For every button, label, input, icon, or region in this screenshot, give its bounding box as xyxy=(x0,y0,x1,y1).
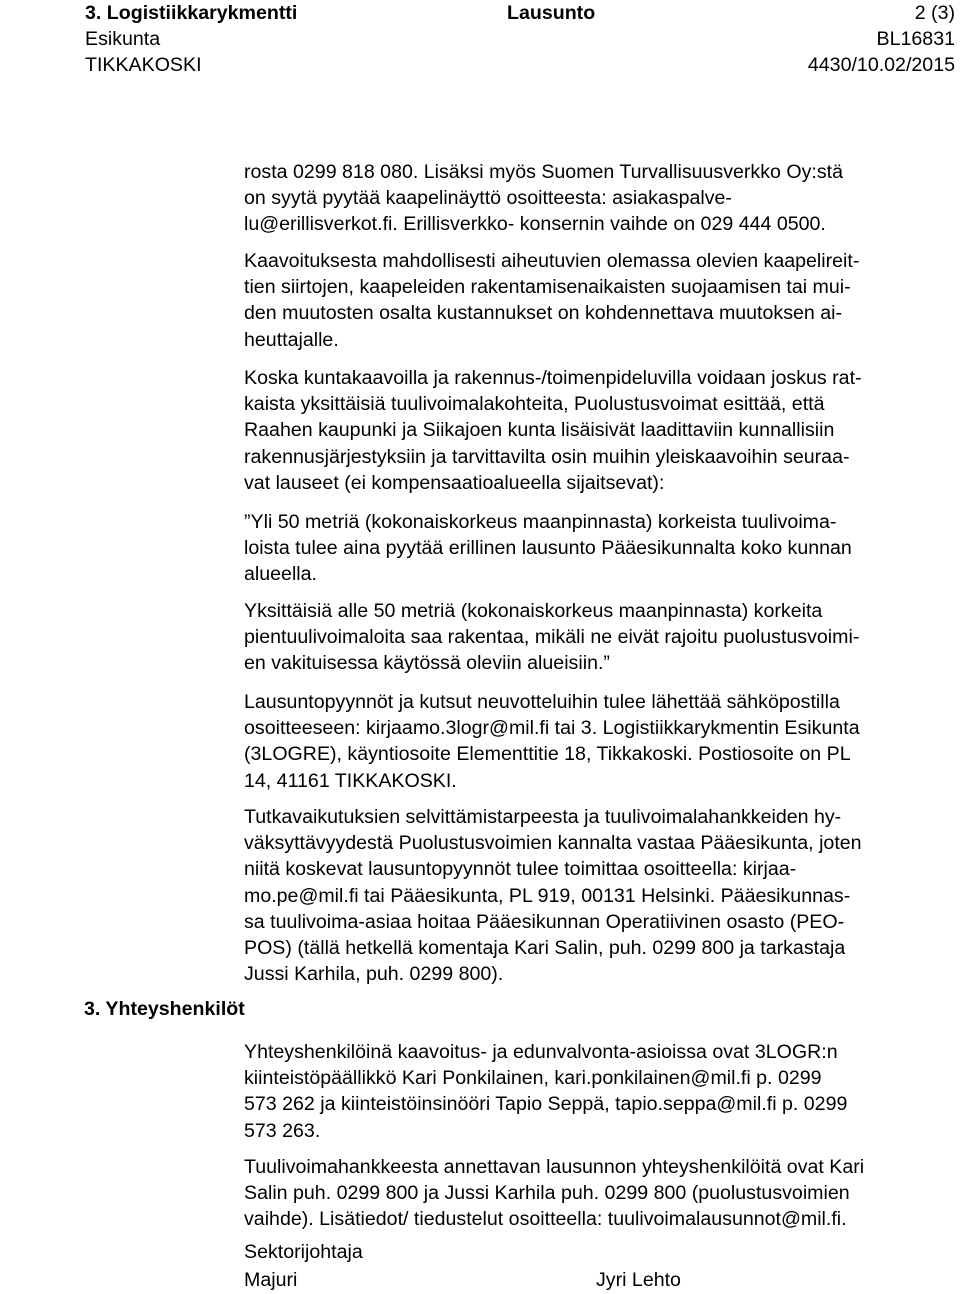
paragraph-municipal-plans xyxy=(244,365,960,496)
paragraph-statement-requests xyxy=(244,689,960,794)
text-line: heuttajalle. xyxy=(244,328,339,351)
text-line: Lausuntopyynnöt ja kutsut neuvotteluihin tulee lähettää sähköpostilla xyxy=(244,691,840,713)
section-heading-contacts: 3. Yhteyshenkilöt xyxy=(84,998,245,1020)
paragraph-quote-under-50m xyxy=(244,598,960,677)
text-line: on syytä pyytää kaapelinäyttö osoitteesta: asiakaspalve- xyxy=(244,187,732,210)
text-line: (3LOGRE), käyntiosoite Elementtitie 18, Tikkakoski. Postiosoite on PL xyxy=(244,743,851,766)
header-row-1 xyxy=(85,0,955,26)
location: TIKKAKOSKI xyxy=(85,54,202,76)
text-line: rosta 0299 818 080. Lisäksi myös Suomen Turvallisuusverkko Oy:stä xyxy=(244,161,843,183)
organization-name: 3. Logistiikkarykmentti xyxy=(85,2,298,24)
paragraph-contact-persons xyxy=(244,1039,960,1144)
text-line: rakennusjärjestyksiin ja tarvittavilta osin muihin yleiskaavoihin seuraa- xyxy=(244,445,850,468)
text-line: kiinteistöpäällikkö Kari Ponkilainen, kari.ponkilainen@mil.fi p. 0299 xyxy=(244,1067,822,1090)
signer-name: Jyri Lehto xyxy=(596,1269,681,1291)
header-row-2 xyxy=(85,26,955,52)
document-header xyxy=(85,0,955,80)
text-line: Jussi Karhila, puh. 0299 800). xyxy=(244,963,504,986)
text-line: loista tulee aina pyytää erillinen lausunto Pääesikunnalta koko kunnan xyxy=(244,537,852,560)
reference-number: 4430/10.02/2015 xyxy=(807,54,955,76)
text-line: osoitteeseen: kirjaamo.3logr@mil.fi tai 3. Logistiikkarykmentin Esikunta xyxy=(244,717,860,740)
text-line: Yhteyshenkilöinä kaavoitus- ja edunvalvonta-asioissa ovat 3LOGR:n xyxy=(244,1041,838,1063)
text-line: den muutosten osalta kustannukset on kohdennettava muutoksen ai- xyxy=(244,302,843,325)
text-line: 573 263. xyxy=(244,1119,321,1142)
paragraph-quote-over-50m xyxy=(244,509,960,588)
text-line: en vakituisessa käytössä oleviin alueisiin.” xyxy=(244,652,610,675)
paragraph-wind-contacts xyxy=(244,1154,960,1233)
text-line: ”Yli 50 metriä (kokonaiskorkeus maanpinnasta) korkeista tuulivoima- xyxy=(244,511,837,533)
text-line: Kaavoituksesta mahdollisesti aiheutuvien olemassa olevien kaapelireit- xyxy=(244,250,860,272)
unit-name: Esikunta xyxy=(85,28,161,50)
text-line: väksyttävyydestä Puolustusvoimien kannalta vastaa Pääesikunta, joten xyxy=(244,832,862,855)
text-line: Tuulivoimahankkeesta annettavan lausunnon yhteyshenkilöitä ovat Kari xyxy=(244,1156,865,1178)
text-line: Tutkavaikutuksien selvittämistarpeesta ja tuulivoimalahankkeiden hy- xyxy=(244,806,842,828)
signer-rank: Majuri xyxy=(244,1269,298,1291)
text-line: 14, 41161 TIKKAKOSKI. xyxy=(244,769,457,792)
text-line: vat lauseet (ei kompensaatioalueella sijaitsevat): xyxy=(244,471,665,494)
text-line: Yksittäisiä alle 50 metriä (kokonaiskorkeus maanpinnasta) korkeita xyxy=(244,600,823,622)
paragraph-contact-cont xyxy=(244,159,960,238)
text-line: tien siirtojen, kaapeleiden rakentamisenaikaisten suojaamisen tai mui- xyxy=(244,276,851,299)
text-line: POS) (tällä hetkellä komentaja Kari Salin, puh. 0299 800 ja tarkastaja xyxy=(244,937,846,960)
text-line: sa tuulivoima-asiaa hoitaa Pääesikunnan Operatiivinen osasto (PEO- xyxy=(244,910,845,933)
text-line: pientuulivoimaloita saa rakentaa, mikäli ne eivät rajoitu puolustusvoimi- xyxy=(244,626,860,649)
document-code: BL16831 xyxy=(876,28,955,50)
text-line: Koska kuntakaavoilla ja rakennus-/toimenpideluvilla voidaan joskus rat- xyxy=(244,367,862,389)
text-line: mo.pe@mil.fi tai Pääesikunta, PL 919, 00131 Helsinki. Pääesikunnas- xyxy=(244,884,851,907)
signature-block xyxy=(244,1238,944,1294)
text-line: vaihde). Lisätiedot/ tiedustelut osoitteella: tuulivoimalausunnot@mil.fi. xyxy=(244,1208,847,1231)
text-line: kaista yksittäisiä tuulivoimalakohteita, Puolustusvoimat esittää, että xyxy=(244,393,825,416)
text-line: niitä koskevat lausuntopyynnöt tulee toimittaa osoitteella: kirjaa- xyxy=(244,858,797,881)
text-line: Raahen kaupunki ja Siikajoen kunta lisäisivät laadittaviin kunnallisiin xyxy=(244,419,835,442)
header-row-3 xyxy=(85,52,955,78)
paragraph-radar-effects xyxy=(244,804,960,987)
text-line: alueella. xyxy=(244,563,317,586)
document-type: Lausunto xyxy=(507,2,596,24)
text-line: lu@erillisverkot.fi. Erillisverkko- konsernin vaihde on 029 444 0500. xyxy=(244,213,826,236)
paragraph-cable-costs xyxy=(244,248,960,353)
signer-title: Sektorijohtaja xyxy=(244,1241,363,1263)
page-number: 2 (3) xyxy=(914,2,955,24)
text-line: Salin puh. 0299 800 ja Jussi Karhila puh. 0299 800 (puolustusvoimien xyxy=(244,1182,850,1205)
text-line: 573 262 ja kiinteistöinsinööri Tapio Seppä, tapio.seppa@mil.fi p. 0299 xyxy=(244,1093,848,1116)
